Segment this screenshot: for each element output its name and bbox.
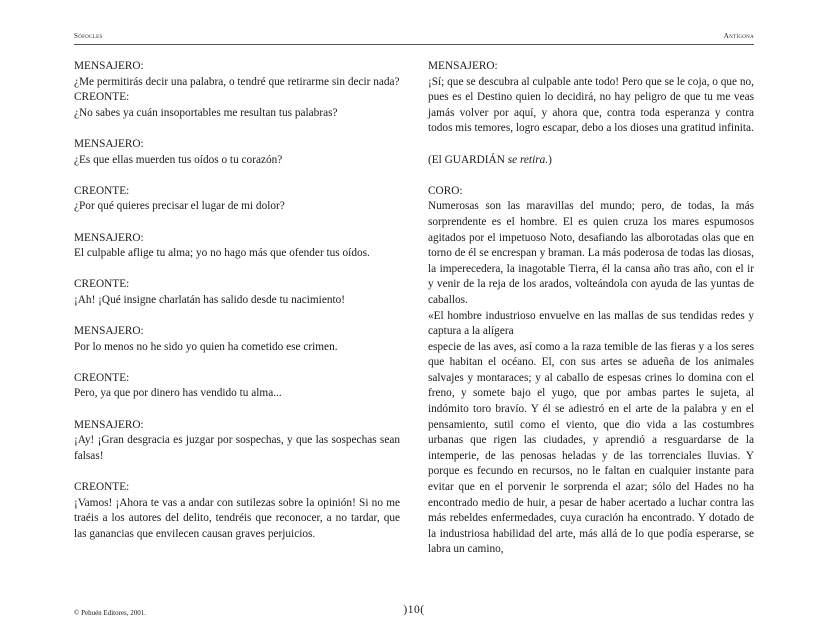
dialogue-text: Por lo menos no he sido yo quien ha cometido ese crimen. xyxy=(74,340,338,353)
dialogue-text: ¿Por qué quieres precisar el lugar de mi dolor? xyxy=(74,200,285,213)
dialogue-block xyxy=(74,90,400,121)
speaker-name: MENSAJERO: xyxy=(74,325,144,338)
dialogue-text: ¡Ah! ¡Qué insigne charlatán has salido desde tu nacimiento! xyxy=(74,293,346,306)
dialogue-text: ¿Me permitirás decir una palabra, o tendré que retirarme sin decir nada? xyxy=(74,75,400,88)
dialogue-block xyxy=(428,184,754,558)
speaker-name: CREONTE: xyxy=(74,91,130,104)
dialogue-block xyxy=(74,418,400,465)
speaker-name: MENSAJERO: xyxy=(74,231,144,244)
speaker-name: CREONTE: xyxy=(74,278,130,291)
dialogue-block xyxy=(74,231,400,262)
page-number: )10( xyxy=(403,604,425,616)
right-column xyxy=(428,59,754,558)
dialogue-text: El culpable aflige tu alma; yo no hago más que ofender tus oídos. xyxy=(74,247,370,260)
dialogue-block xyxy=(74,480,400,542)
dialogue-text: ¿No sabes ya cuán insoportables me resultan tus palabras? xyxy=(74,106,338,119)
left-column xyxy=(74,59,400,558)
speaker-name: CREONTE: xyxy=(74,371,130,384)
speaker-name: MENSAJERO: xyxy=(428,60,498,72)
chorus-paragraph: «El hombre industrioso envuelve en las mallas de sus tendidas redes y captura a la alígera xyxy=(428,309,754,338)
chorus-paragraph: especie de las aves, así como a la raza temible de las fieras y a los seres que habitan el océano. El, con sus artes se adueña de los animales salvajes y montaraces; y al caballo de espesas crines lo domina con el freno, y somete bajo el yugo, que por ambas partes le sujeta, al indómito toro bravío. Y él se adiestró en el arte de la palabra y en el pensamiento, sutil como el viento, que dio vida a las costumbres urbanas que rigen las ciudades, y aprendió a resguardarse de la intemperie, de las penosas heladas y de las torrenciales lluvias. Y porque es fecundo en recursos, no le faltan en cualquier instante para evitar que en el porvenir le sorprenda el azar; sólo del Hades no ha encontrado medio de huir, a pesar de haber acertado a luchar contra las más rebeldes enfermedades, cuya curación ha encontrado. Y dotado de la industriosa habilidad del arte, más allá de lo que podía esperarse, se labra un camino, xyxy=(428,340,754,556)
dialogue-block xyxy=(74,371,400,402)
dialogue-block xyxy=(74,277,400,308)
speaker-name: CORO: xyxy=(428,184,463,197)
speaker-name: MENSAJERO: xyxy=(74,418,144,431)
dialogue-text: ¡Sí; que se descubra al culpable ante todo! Pero que se le coja, o que no, pues es el Destino quien lo decidirá, no hay peligro de que tu me veas jamás volver por aquí, y ahora que, contra toda esperanza y contra todos mis temores, logro escapar, debo a los dioses una gratitud infinita. xyxy=(428,75,754,135)
header-author: Sófocles xyxy=(74,32,103,40)
stage-direction xyxy=(428,153,754,169)
running-header xyxy=(74,30,754,45)
header-title: Antígona xyxy=(723,32,754,40)
speaker-name: CREONTE: xyxy=(74,184,130,197)
dialogue-block xyxy=(74,59,400,90)
stage-direction-italic: se retira. xyxy=(507,153,549,166)
dialogue-block xyxy=(74,184,400,215)
speaker-name: MENSAJERO: xyxy=(74,60,144,72)
dialogue-text: ¡Ay! ¡Gran desgracia es juzgar por sospechas, y que las sospechas sean falsas! xyxy=(74,434,400,462)
chorus-paragraph: Numerosas son las maravillas del mundo; pero, de todas, la más sorprendente es el hombre. El es quien cruza los mares espumosos agitados por el impetuoso Noto, desafiando las alborotadas olas que en torno de él se encrespan y braman. La más poderosa de todas las diosas, la imperecedera, la inagotable Tierra, él la cansa año tras año, con el ir y venir de la reja de los arados, volteándola con ayuda de las yuntas de caballos. xyxy=(428,200,754,306)
stage-direction-close: ) xyxy=(548,153,552,166)
dialogue-block xyxy=(428,59,754,137)
dialogue-text: Pero, ya que por dinero has vendido tu alma... xyxy=(74,387,282,400)
dialogue-text: ¿Es que ellas muerden tus oídos o tu corazón? xyxy=(74,153,283,166)
dialogue-block xyxy=(74,137,400,168)
speaker-name: MENSAJERO: xyxy=(74,137,144,150)
stage-direction-open: (El GUARDIÁN xyxy=(428,153,508,166)
dialogue-text: ¡Vamos! ¡Ahora te vas a andar con sutilezas sobre la opinión! Si no me traéis a los autores del delito, tendréis que reconocer, a no tardar, que las ganancias que envilecen causan graves perjuicios. xyxy=(74,496,400,540)
dialogue-block xyxy=(74,324,400,355)
speaker-name: CREONTE: xyxy=(74,481,130,494)
copyright-notice: © Pehuén Editores, 2001. xyxy=(74,609,147,617)
